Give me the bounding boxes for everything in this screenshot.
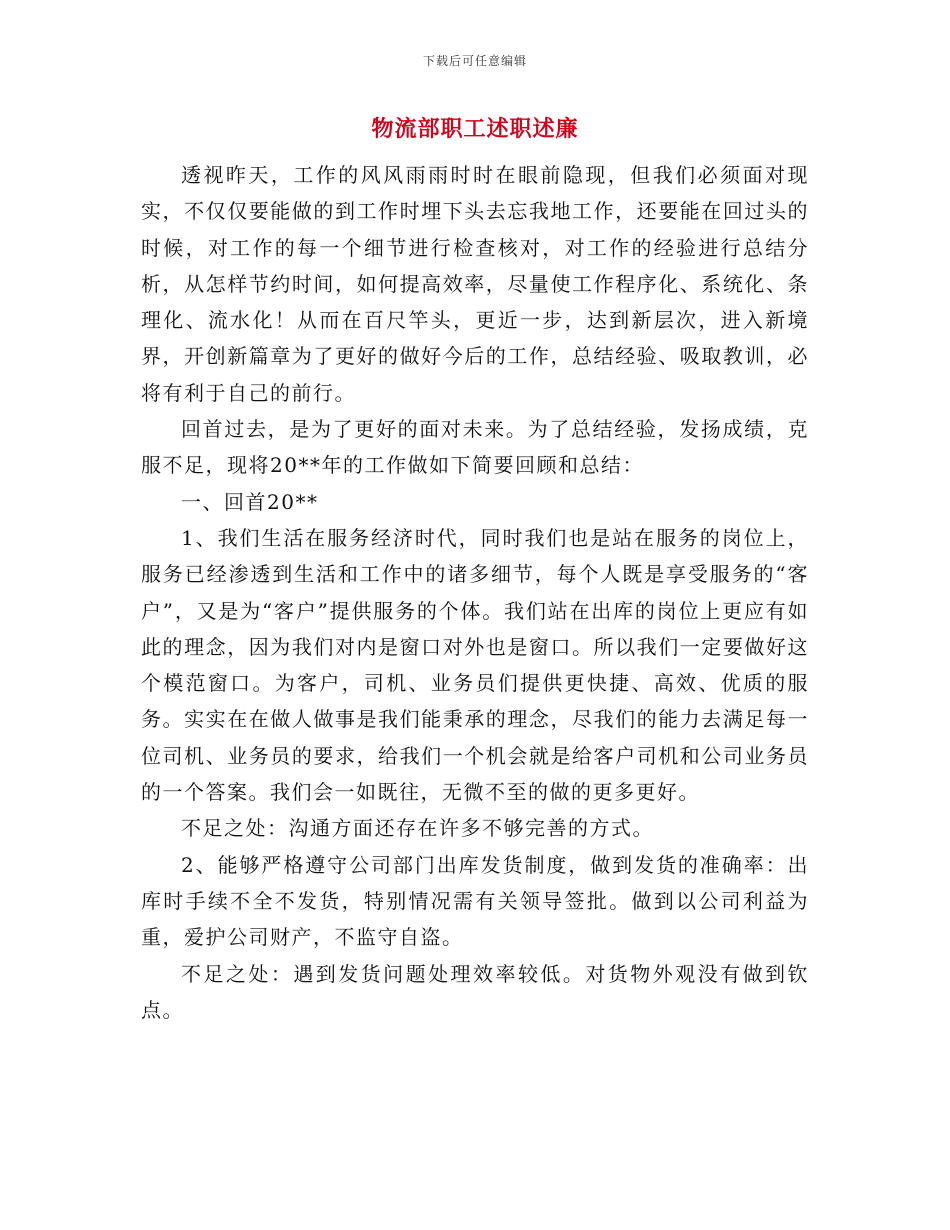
section-heading: 一、回首20**	[181, 489, 319, 514]
document-title: 物流部职工述职述廉	[371, 116, 579, 142]
document-body	[141, 157, 809, 1028]
paragraph-item-2: 2、能够严格遵守公司部门出库发货制度，做到发货的准确率：出库时手续不全不发货，特别情况需有关领导签批。做到以公司利益为重，爱护公司财产，不监守自盗。	[141, 852, 809, 950]
paragraph-intro: 透视昨天，工作的风风雨雨时时在眼前隐现，但我们必须面对现实，不仅仅要能做的到工作时埋下头去忘我地工作，还要能在回过头的时候，对工作的每一个细节进行检查核对，对工作的经验进行总结分析，从怎样节约时间，如何提高效率，尽量使工作程序化、系统化、条理化、流水化！从而在百尺竿头，更近一步，达到新层次，进入新境界，开创新篇章为了更好的做好今后的工作，总结经验、吸取教训，必将有利于自己的前行。	[141, 163, 809, 405]
paragraph-review: 回首过去，是为了更好的面对未来。为了总结经验，发扬成绩，克服不足，现将20**年的工作做如下简要回顾和总结：	[141, 417, 809, 478]
header-note: 下载后可任意编辑	[422, 54, 527, 68]
paragraph-shortcoming-1: 不足之处：沟通方面还存在许多不够完善的方式。	[181, 816, 654, 841]
paragraph-shortcoming-2: 不足之处：遇到发货问题处理效率较低。对货物外观没有做到钦点。	[141, 961, 809, 1022]
paragraph-item-1: 1、我们生活在服务经济时代，同时我们也是站在服务的岗位上，服务已经渗透到生活和工作中的诸多细节，每个人既是享受服务的“客户”，又是为“客户”提供服务的个体。我们站在出库的岗位上更应有如此的理念，因为我们对内是窗口对外也是窗口。所以我们一定要做好这个模范窗口。为客户，司机、业务员们提供更快捷、高效、优质的服务。实实在在做人做事是我们能秉承的理念，尽我们的能力去满足每一位司机、业务员的要求，给我们一个机会就是给客户司机和公司业务员的一个答案。我们会一如既往，无微不至的做的更多更好。	[141, 525, 809, 805]
